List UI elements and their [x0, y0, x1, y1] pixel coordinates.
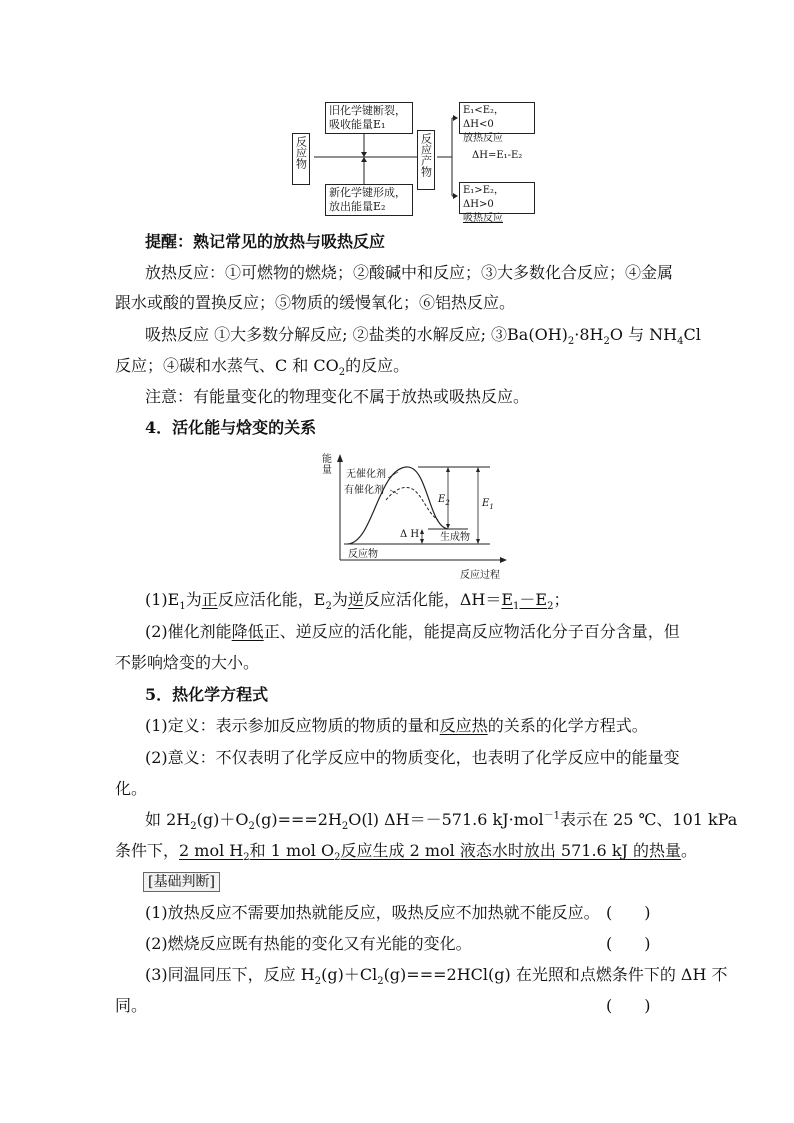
label-e1-text: E: [482, 498, 490, 509]
label-reactant: 反应物: [348, 549, 378, 560]
sub: 2: [325, 601, 332, 613]
sub: 1: [513, 601, 520, 613]
q3-b: (g)＋Cl: [321, 965, 378, 984]
sub: 2: [377, 976, 384, 988]
chart-ylabel: 能量: [322, 454, 332, 476]
ex2-d: 反应生成 2 mol 液态水时放出 571.6 kJ 的热量: [340, 841, 682, 860]
exothermic-label: 放热反应: [463, 133, 503, 144]
bond-breaking-line1: 旧化学键断裂，: [329, 104, 406, 117]
section5-heading: 5．热化学方程式: [145, 685, 269, 704]
p2-c: 正、逆反应的活化能，能提高反应物活化分子百分含量，但: [263, 622, 680, 641]
endothermic-text-c: O 与 NH: [609, 325, 678, 344]
sub: 2: [547, 601, 554, 613]
def-reaction-heat: 反应热: [439, 716, 488, 735]
meaning-line1: (2)意义：不仅表明了化学反应中的物质变化，也表明了化学反应中的能量变: [145, 748, 680, 767]
sub: 2: [567, 336, 575, 348]
endothermic-text-b: ·8H: [574, 325, 604, 344]
judgment-tag: [基础判断]: [143, 872, 220, 892]
sub: 2: [248, 821, 255, 833]
exothermic-box: [459, 102, 535, 144]
x-axis-arrow: [500, 557, 507, 563]
e1-arrow-head-top: [476, 467, 480, 472]
question3-line2: 同。: [115, 996, 148, 1015]
p1-reverse: 逆: [347, 590, 364, 609]
y-axis-arrow: [337, 454, 343, 462]
label-e1: [482, 498, 494, 509]
ex-e: 表示在 25 ℃、101 kPa: [560, 810, 738, 829]
tip-note: 注意：有能量变化的物理变化不属于放热或吸热反应。: [145, 387, 530, 406]
sub: 2: [334, 852, 341, 864]
sub: 2: [338, 367, 346, 379]
reactant-box: [292, 133, 310, 185]
dh-arrow-head-bottom: [420, 539, 424, 544]
endothermic-text-f: 的反应。: [345, 356, 410, 375]
bond-forming-line1: 新化学键形成，: [329, 186, 406, 199]
ex2-a: 条件下，: [115, 841, 180, 860]
endothermic-condition: E₁>E₂，ΔH>0: [463, 185, 504, 210]
p2-lower: 降低: [231, 622, 264, 641]
sub: 2: [314, 976, 322, 988]
label-e2-text: E: [438, 494, 446, 505]
e1-arrow-head-bottom: [476, 539, 480, 544]
ex-b: (g)＋O: [196, 810, 249, 829]
endothermic-text-a: 吸热反应 ①大多数分解反应; ②盐类的水解反应; ③Ba(OH): [145, 325, 568, 344]
ex2-underlined: [179, 841, 682, 864]
reactant-label: 反应物: [294, 136, 308, 169]
p1-h: E: [501, 590, 514, 609]
p1-a: (1)E: [145, 590, 180, 609]
p1-b: 为: [185, 590, 202, 609]
label-delta-h: Δ H: [400, 529, 420, 540]
definition-line: [145, 716, 648, 736]
sub: 4: [677, 336, 684, 348]
ex-d: O(l) ΔH＝－571.6 kJ·mol: [348, 810, 544, 829]
activation-point1: [145, 590, 570, 613]
ex2-c: 和 1 mol O: [249, 841, 335, 860]
question2-answer: ( ): [606, 934, 651, 953]
endothermic-text-d: Cl: [683, 325, 701, 344]
sub: 1: [179, 601, 186, 613]
question3-answer: ( ): [606, 996, 651, 1015]
activation-energy-chart: [318, 448, 508, 580]
tip-heading: 提醒：熟记常见的放热与吸热反应: [145, 232, 386, 251]
exothermic-condition: E₁<E₂，ΔH<0: [463, 105, 504, 130]
label-e2: [438, 494, 450, 505]
sub: 1: [489, 503, 494, 511]
no-catalyst-pointer: [388, 472, 398, 478]
bond-breaking-box: [325, 102, 413, 134]
ex2-b: 2 mol H: [179, 841, 244, 860]
delta-h-formula: ΔH=E₁-E₂: [472, 150, 523, 161]
label-no-catalyst: 无催化剂: [346, 469, 386, 480]
endothermic-label: 吸热反应: [463, 213, 503, 224]
endothermic-line2: [115, 356, 410, 379]
q3-a: (3)同温同压下，反应 H: [145, 965, 315, 984]
bond-energy-diagram: [292, 100, 532, 224]
question3-line1: [145, 965, 728, 988]
endothermic-box: [459, 182, 535, 224]
sub: 2: [243, 852, 250, 864]
bond-breaking-line2: 吸收能量E₁: [329, 118, 386, 131]
section4-heading: 4．活化能与焓变的关系: [145, 418, 317, 437]
p1-e: 为: [331, 590, 348, 609]
p2-a: (2)催化剂能: [145, 622, 232, 641]
meaning-line2: 化。: [115, 779, 148, 798]
activation-point2-line2: 不影响焓变的大小。: [115, 653, 260, 672]
def-a: (1)定义：表示参加反应物质的物质的量和: [145, 716, 440, 735]
p1-forward: 正: [201, 590, 218, 609]
endothermic-text-e: 反应；④碳和水蒸气、C 和 CO: [115, 356, 339, 375]
exothermic-line2: 跟水或酸的置换反应；⑤物质的缓慢氧化；⑥铝热反应。: [115, 293, 516, 312]
sub: 2: [341, 821, 349, 833]
question1-answer: ( ): [606, 903, 651, 922]
bond-forming-box: [325, 184, 413, 216]
sub: 2: [190, 821, 197, 833]
p1-formula: [501, 590, 554, 613]
product-box: [417, 130, 435, 190]
exothermic-line1: 放热反应：①可燃物的燃烧；②酸碱中和反应；③大多数化合反应；④金属: [145, 263, 674, 282]
q3-c: (g)===2HCl(g) 在光照和点燃条件下的 ΔH 不: [383, 965, 728, 984]
endothermic-line1: [145, 325, 701, 348]
product-label: 反应产物: [419, 133, 433, 177]
p1-g: 反应活化能，ΔH＝: [363, 590, 502, 609]
ex-a: 如 2H: [145, 810, 191, 829]
e2-arrow-head-top: [446, 467, 450, 472]
chart-xlabel: 反应过程: [460, 570, 500, 581]
activation-point2-line1: [145, 622, 680, 642]
question2: (2)燃烧反应既有热能的变化又有光能的变化。: [145, 934, 472, 953]
example-line1: [145, 810, 738, 833]
label-product: 生成物: [440, 532, 470, 543]
bond-forming-line2: 放出能量E₂: [329, 200, 386, 213]
with-catalyst-pointer: [390, 490, 398, 494]
ex2-e: 。: [681, 841, 698, 860]
example-line2: [115, 841, 698, 864]
p1-d: 反应活化能，E: [217, 590, 326, 609]
ex-c: (g)===2H: [254, 810, 342, 829]
def-c: 的关系的化学方程式。: [487, 716, 648, 735]
sub: 2: [603, 336, 610, 348]
label-with-catalyst: 有催化剂: [344, 485, 384, 496]
question1: (1)放热反应不需要加热就能反应，吸热反应不加热就不能反应。: [145, 903, 600, 922]
dh-arrow-head-top: [420, 529, 424, 534]
sup: －1: [543, 810, 560, 822]
p1-i: －E: [519, 590, 548, 609]
sub: 2: [445, 499, 450, 507]
p1-j: ；: [553, 590, 570, 609]
